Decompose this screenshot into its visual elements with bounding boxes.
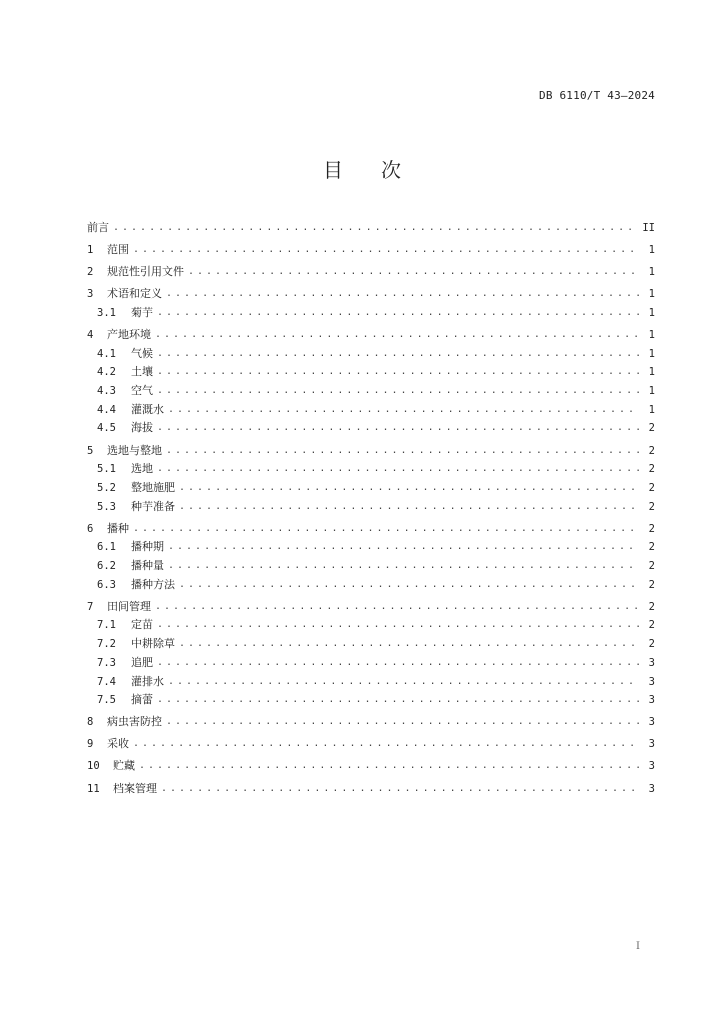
toc-entry-number: 6 — [87, 522, 94, 535]
dot-leader — [157, 616, 639, 635]
toc-entry-title: 术语和定义 — [107, 287, 162, 301]
toc-entry-number: 4.3 — [97, 385, 116, 398]
toc-entry-number: 5.3 — [97, 500, 116, 513]
toc-entry-label — [87, 460, 153, 479]
toc-entry[interactable] — [87, 219, 655, 238]
toc-entry-page: 2 — [648, 444, 655, 457]
toc-entry[interactable] — [87, 285, 655, 304]
toc-entry-label — [87, 479, 175, 498]
toc-entry[interactable] — [87, 520, 655, 539]
toc-entry-title: 中耕除草 — [131, 637, 175, 651]
toc-entry-page: 1 — [648, 328, 655, 341]
toc-entry-number: 7.2 — [97, 638, 116, 651]
dot-leader — [168, 673, 639, 692]
toc-entry-page: 2 — [648, 638, 655, 651]
toc-entry-page: 1 — [648, 366, 655, 379]
table-of-contents — [87, 219, 655, 798]
toc-entry-page: 2 — [648, 500, 655, 513]
toc-entry-title: 选地 — [131, 462, 153, 476]
toc-entry-page: 2 — [648, 541, 655, 554]
document-code: DB 6110/T 43—2024 — [539, 89, 655, 102]
toc-entry-label — [87, 713, 162, 732]
toc-entry-label — [87, 691, 153, 710]
toc-entry[interactable] — [87, 382, 655, 401]
toc-entry[interactable] — [87, 735, 655, 754]
toc-entry-label — [87, 345, 153, 364]
toc-entry-label — [87, 498, 175, 517]
dot-leader — [157, 691, 639, 710]
toc-entry-title: 菊芋 — [131, 305, 153, 319]
toc-entry-number: 4.2 — [97, 366, 116, 379]
toc-entry-label — [87, 780, 157, 799]
toc-entry[interactable] — [87, 598, 655, 617]
toc-entry-label — [87, 219, 109, 238]
toc-entry-label — [87, 576, 175, 595]
dot-leader — [168, 401, 639, 420]
toc-entry-title: 播种期 — [131, 540, 164, 554]
toc-entry-page: 1 — [648, 244, 655, 257]
toc-entry-label — [87, 598, 151, 617]
toc-entry[interactable] — [87, 304, 655, 323]
toc-entry-page: 1 — [648, 306, 655, 319]
toc-entry-page: II — [642, 221, 655, 234]
toc-entry-number: 4.4 — [97, 403, 116, 416]
toc-entry-label — [87, 538, 164, 557]
toc-entry-title: 播种 — [107, 521, 129, 535]
dot-leader — [179, 498, 639, 517]
toc-entry-number: 7.5 — [97, 694, 116, 707]
toc-entry[interactable] — [87, 616, 655, 635]
toc-entry[interactable] — [87, 673, 655, 692]
toc-entry-page: 2 — [648, 619, 655, 632]
toc-entry[interactable] — [87, 419, 655, 438]
toc-entry-label — [87, 419, 153, 438]
toc-entry[interactable] — [87, 757, 655, 776]
toc-entry-label — [87, 673, 164, 692]
dot-leader — [188, 263, 639, 282]
toc-entry-page: 2 — [648, 560, 655, 573]
toc-entry[interactable] — [87, 401, 655, 420]
toc-entry-label — [87, 241, 129, 260]
toc-entry-title: 摘蕾 — [131, 693, 153, 707]
toc-entry-page: 3 — [648, 782, 655, 795]
toc-entry-page: 1 — [648, 385, 655, 398]
toc-entry-title: 范围 — [107, 243, 129, 257]
toc-entry-number: 6.1 — [97, 541, 116, 554]
toc-entry-page: 2 — [648, 522, 655, 535]
toc-entry-page: 2 — [648, 600, 655, 613]
dot-leader — [166, 285, 639, 304]
toc-entry-title: 气候 — [131, 346, 153, 360]
toc-entry-label — [87, 654, 153, 673]
toc-entry-number: 7.4 — [97, 675, 116, 688]
toc-entry[interactable] — [87, 576, 655, 595]
toc-entry-number: 5.1 — [97, 463, 116, 476]
toc-entry[interactable] — [87, 263, 655, 282]
dot-leader — [157, 419, 639, 438]
toc-entry-number: 6.2 — [97, 560, 116, 573]
toc-entry-label — [87, 363, 153, 382]
toc-entry-number: 11 — [87, 782, 100, 795]
toc-entry-number: 4.1 — [97, 347, 116, 360]
toc-entry-number: 7.3 — [97, 656, 116, 669]
dot-leader — [157, 654, 639, 673]
toc-entry[interactable] — [87, 326, 655, 345]
toc-entry-page: 3 — [648, 738, 655, 751]
toc-entry-title: 定苗 — [131, 618, 153, 632]
toc-entry-number: 3 — [87, 288, 94, 301]
toc-entry-number: 8 — [87, 716, 94, 729]
toc-entry-label — [87, 401, 164, 420]
dot-leader — [157, 345, 639, 364]
dot-leader — [179, 635, 639, 654]
toc-entry-label — [87, 616, 153, 635]
dot-leader — [166, 713, 639, 732]
dot-leader — [157, 382, 639, 401]
toc-entry-number: 6.3 — [97, 578, 116, 591]
toc-entry-page: 2 — [648, 481, 655, 494]
dot-leader — [168, 538, 639, 557]
toc-entry-title: 整地施肥 — [131, 480, 175, 494]
toc-entry-number: 4.5 — [97, 422, 116, 435]
toc-entry[interactable] — [87, 363, 655, 382]
dot-leader — [113, 219, 638, 238]
toc-entry-page: 3 — [648, 716, 655, 729]
dot-leader — [179, 479, 639, 498]
dot-leader — [161, 780, 639, 799]
title-char-2: 次 — [381, 158, 401, 182]
toc-entry-title: 病虫害防控 — [107, 715, 162, 729]
page-title — [0, 154, 724, 183]
dot-leader — [133, 241, 639, 260]
toc-entry-label — [87, 520, 129, 539]
toc-entry[interactable] — [87, 241, 655, 260]
toc-entry-title: 档案管理 — [113, 781, 157, 795]
toc-entry-label — [87, 304, 153, 323]
dot-leader — [168, 557, 639, 576]
toc-entry-number: 3.1 — [97, 306, 116, 319]
dot-leader — [166, 442, 639, 461]
toc-entry[interactable] — [87, 691, 655, 710]
toc-entry-title: 播种量 — [131, 559, 164, 573]
toc-entry-title: 灌溉水 — [131, 402, 164, 416]
dot-leader — [133, 735, 639, 754]
dot-leader — [179, 576, 639, 595]
toc-entry-label — [87, 442, 162, 461]
toc-entry-page: 1 — [648, 266, 655, 279]
toc-entry[interactable] — [87, 557, 655, 576]
dot-leader — [157, 304, 639, 323]
toc-entry-title: 空气 — [131, 384, 153, 398]
toc-entry-title: 贮藏 — [113, 759, 135, 773]
toc-entry-page: 2 — [648, 578, 655, 591]
toc-entry-label — [87, 263, 184, 282]
toc-entry-number: 7 — [87, 600, 94, 613]
title-char-1: 目 — [323, 158, 343, 182]
toc-entry[interactable] — [87, 713, 655, 732]
toc-entry-label — [87, 285, 162, 304]
toc-entry-title: 选地与整地 — [107, 443, 162, 457]
toc-entry-page: 1 — [648, 288, 655, 301]
toc-entry-title: 灌排水 — [131, 674, 164, 688]
toc-entry-title: 田间管理 — [107, 599, 151, 613]
toc-entry-number: 9 — [87, 738, 94, 751]
dot-leader — [139, 757, 639, 776]
toc-entry-title: 海拔 — [131, 421, 153, 435]
toc-entry-number: 5.2 — [97, 481, 116, 494]
toc-entry-number: 7.1 — [97, 619, 116, 632]
toc-entry-page: 3 — [648, 694, 655, 707]
dot-leader — [155, 598, 639, 617]
toc-entry-page: 1 — [648, 347, 655, 360]
toc-entry-title: 追肥 — [131, 655, 153, 669]
toc-entry-title: 种芋准备 — [131, 499, 175, 513]
page-number: I — [636, 941, 640, 952]
toc-entry-number: 5 — [87, 444, 94, 457]
toc-entry-title: 产地环境 — [107, 327, 151, 341]
dot-leader — [157, 460, 639, 479]
toc-entry-page: 2 — [648, 463, 655, 476]
toc-entry[interactable] — [87, 479, 655, 498]
toc-entry-number: 10 — [87, 760, 100, 773]
toc-entry[interactable] — [87, 498, 655, 517]
toc-entry-page: 1 — [648, 403, 655, 416]
toc-entry[interactable] — [87, 442, 655, 461]
toc-entry-number: 2 — [87, 266, 94, 279]
toc-entry-label — [87, 735, 129, 754]
toc-entry-page: 2 — [648, 422, 655, 435]
toc-entry-number: 4 — [87, 328, 94, 341]
toc-entry-label — [87, 557, 164, 576]
dot-leader — [133, 520, 639, 539]
toc-entry-label — [87, 382, 153, 401]
toc-entry-title: 土壤 — [131, 365, 153, 379]
toc-entry-page: 3 — [648, 675, 655, 688]
dot-leader — [155, 326, 639, 345]
toc-entry-number: 1 — [87, 244, 94, 257]
toc-entry[interactable] — [87, 538, 655, 557]
toc-entry-label — [87, 757, 135, 776]
toc-entry-label — [87, 635, 175, 654]
toc-entry-page: 3 — [648, 656, 655, 669]
toc-entry[interactable] — [87, 654, 655, 673]
toc-entry-page: 3 — [648, 760, 655, 773]
toc-entry[interactable] — [87, 780, 655, 799]
toc-entry-title: 采收 — [107, 737, 129, 751]
toc-entry-label — [87, 326, 151, 345]
toc-entry[interactable] — [87, 635, 655, 654]
toc-entry-title: 前言 — [87, 220, 109, 234]
toc-entry-title: 播种方法 — [131, 577, 175, 591]
toc-entry[interactable] — [87, 460, 655, 479]
toc-entry[interactable] — [87, 345, 655, 364]
toc-entry-title: 规范性引用文件 — [107, 265, 184, 279]
dot-leader — [157, 363, 639, 382]
